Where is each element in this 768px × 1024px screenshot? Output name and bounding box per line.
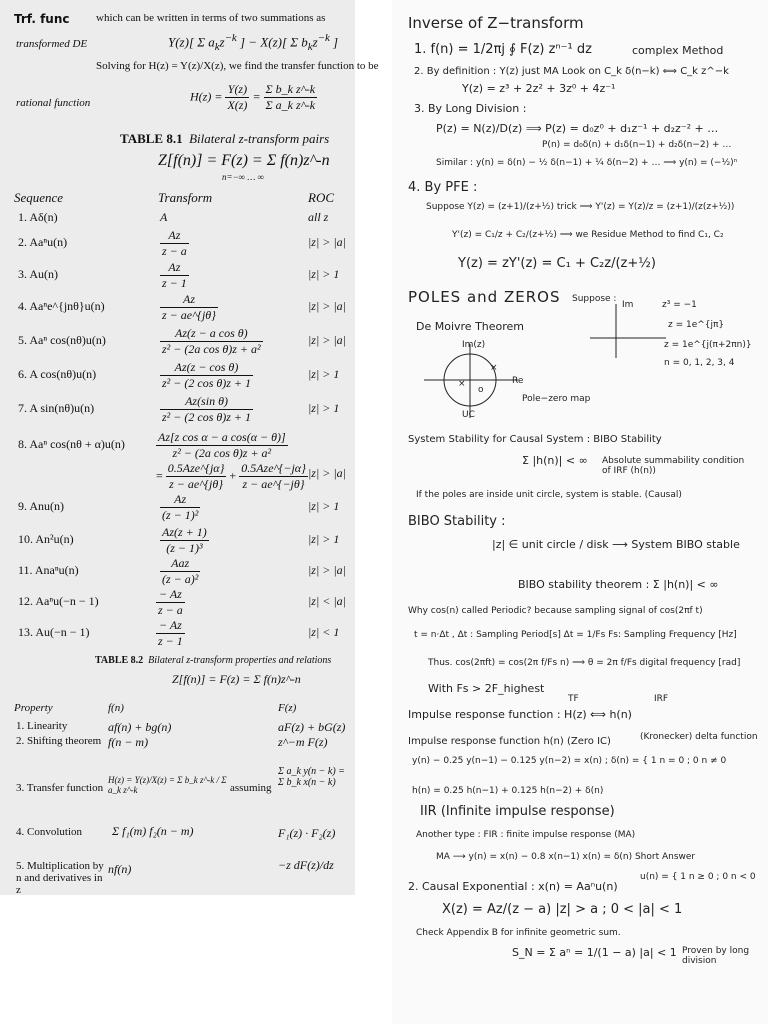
table1-row-transform bbox=[160, 292, 218, 323]
frac-den: (z − 1)² bbox=[162, 508, 199, 522]
table2-assuming: assuming bbox=[230, 782, 272, 794]
table1-header-sequence: Sequence bbox=[14, 190, 64, 205]
zeq-1: z³ = −1 bbox=[662, 300, 697, 310]
impulse-response-2: Impulse response function h(n) (Zero IC) bbox=[408, 736, 611, 747]
frac-num: Aaz bbox=[171, 556, 190, 570]
table1-row-roc: |z| > |a| bbox=[308, 235, 346, 249]
method-2: 2. By definition : Y(z) just MA Look on C_k δ(n−k) ⟺ C_k z^−k bbox=[414, 66, 729, 77]
method-3: 3. By Long Division : bbox=[414, 102, 527, 115]
frac-den: z − ae^{−jθ} bbox=[239, 476, 308, 492]
method-3-a: P(z) = N(z)/D(z) ⟹ P(z) = d₀z⁰ + d₁z⁻¹ + d₂z⁻² + … bbox=[436, 122, 719, 135]
table1-row-seq: 6. A cos(nθ)u(n) bbox=[18, 367, 97, 381]
table1-row-transform bbox=[160, 556, 200, 587]
frac-den: z² − (2a cos θ)z + a² bbox=[156, 445, 288, 461]
table1-row-transform bbox=[160, 326, 263, 357]
table2-row-prop: 3. Transfer function bbox=[16, 782, 104, 794]
table1-title: Bilateral z-transform pairs bbox=[189, 131, 330, 146]
table1-row-roc: |z| > |a| bbox=[308, 299, 346, 313]
re-label: Re bbox=[512, 376, 524, 386]
frac-den: z − a bbox=[162, 244, 187, 258]
table2-number: TABLE 8.2 bbox=[95, 655, 144, 666]
frac-num: − Az bbox=[158, 618, 182, 632]
stability-heading: System Stability for Causal System : BIBO Stability bbox=[408, 434, 662, 445]
table1-row-seq: 12. Aaⁿu(−n − 1) bbox=[18, 594, 99, 608]
zeq-3: z = 1e^{j(π+2πn)} bbox=[664, 340, 752, 350]
frac-den: z² − (2 cos θ)z + 1 bbox=[162, 410, 252, 424]
table1-row-roc: |z| > |a| bbox=[308, 466, 346, 480]
de-moivre-label: De Moivre Theorem bbox=[416, 320, 525, 333]
method-4: 4. By PFE : bbox=[408, 180, 478, 195]
nyquist-note: With Fs > 2F_highest bbox=[428, 682, 545, 695]
frac-num: Az bbox=[168, 260, 181, 274]
table2-definition: Z[f(n)] = F(z) = Σ f(n)z^-n bbox=[172, 672, 301, 686]
table2-row-prop: 5. Multiplication by n and derivatives in z bbox=[16, 860, 104, 896]
unit-circle-diagram bbox=[422, 340, 522, 420]
frac-num: Az[z cos α − a cos(α − θ)] bbox=[158, 430, 286, 444]
eq-de-sum2: b bbox=[301, 34, 308, 50]
frac-den: z − 1 bbox=[162, 276, 187, 290]
table2-caption bbox=[95, 655, 331, 666]
table2-row-fn: nf(n) bbox=[108, 862, 132, 876]
table1-row-roc: |z| > 1 bbox=[308, 499, 340, 513]
fir-note: Another type : FIR : finite impulse response (MA) bbox=[416, 830, 636, 840]
table1-row-transform bbox=[156, 587, 185, 618]
table1-def-limits: n=−∞ … ∞ bbox=[222, 172, 264, 182]
eq-h-num: Σ b_k z^-k bbox=[265, 82, 316, 96]
bibo-equation: |z| ∈ unit circle / disk ⟶ System BIBO stable bbox=[492, 538, 740, 551]
table2-row-Fz: F₁(z) · F₂(z) bbox=[278, 826, 336, 840]
table1-definition: Z[f(n)] = F(z) = Σ f(n)z^-n bbox=[158, 152, 330, 169]
impulse-response-1: Impulse response function : H(z) ⟺ h(n) bbox=[408, 708, 632, 721]
table1-row-seq: 10. An²u(n) bbox=[18, 532, 74, 546]
im-axis-label: Im bbox=[622, 300, 634, 310]
method-3-c: Similar : y(n) = δ(n) − ½ δ(n−1) + ¼ δ(n−2) + … ⟹ y(n) = (−½)ⁿ bbox=[436, 158, 738, 168]
tf-label: TF bbox=[568, 694, 579, 704]
table1-row-roc: |z| < 1 bbox=[308, 625, 340, 639]
handwritten-notes bbox=[392, 0, 768, 1024]
table2-row-Fz: Σ a_k y(n − k) = Σ b_k x(n − k) bbox=[278, 766, 345, 788]
table1-row-transform: A bbox=[160, 210, 168, 224]
periodic-note: Why cos(n) called Periodic? because sampling signal of cos(2πf t) bbox=[408, 606, 703, 616]
poles-inside-note: If the poles are inside unit circle, system is stable. (Causal) bbox=[416, 490, 682, 500]
table2-row-prop: 2. Shifting theorem bbox=[16, 735, 102, 747]
frac-num: Az bbox=[168, 228, 181, 242]
table1-row-seq: 1. Aδ(n) bbox=[18, 210, 58, 224]
impulse-recursion: h(n) = 0.25 h(n−1) + 0.125 h(n−2) + δ(n) bbox=[412, 786, 604, 796]
frac-den: z − 1 bbox=[158, 634, 183, 648]
frac-den: z² − (2 cos θ)z + 1 bbox=[162, 376, 252, 390]
frac-den: z − ae^{jθ} bbox=[162, 308, 216, 322]
table1-row-seq: 2. Aaⁿu(n) bbox=[18, 235, 68, 249]
table1-row-transform bbox=[160, 525, 209, 556]
table1-row-transform bbox=[160, 360, 253, 391]
table1-row-roc: |z| > |a| bbox=[308, 333, 346, 347]
table2-row-Fz: z^−m F(z) bbox=[278, 735, 328, 749]
table1-row-roc: |z| > |a| bbox=[308, 563, 346, 577]
transformed-de-equation: Y(z)[ Σ $a_kz^{-k}$ ] − X(z)[ Σ $b_kz^{-k}$ ] bbox=[168, 32, 339, 53]
causal-transform: X(z) = Az/(z − a) |z| > a ; 0 < |a| < 1 bbox=[442, 902, 683, 917]
method-4-b: Y'(z) = C₁/z + C₂/(z+½) ⟹ we Residue Method to find C₁, C₂ bbox=[452, 230, 724, 240]
eq-de-left: Y(z)[ Σ bbox=[168, 34, 205, 50]
zero-marker: o bbox=[478, 385, 484, 395]
frac-den: (z − 1)³ bbox=[160, 540, 209, 556]
method-3-b: P(n) = d₀δ(n) + d₁δ(n−1) + d₂δ(n−2) + … bbox=[542, 140, 732, 150]
table1-header-transform: Transform bbox=[158, 190, 213, 205]
table2-title: Bilateral z-transform properties and relations bbox=[148, 655, 332, 666]
table1-row-roc: |z| < |a| bbox=[308, 594, 346, 608]
table2-row-prop: 1. Linearity bbox=[16, 720, 68, 732]
table2-row-fn: f(n − m) bbox=[108, 735, 149, 749]
method-1: 1. f(n) = 1/2πj ∮ F(z) zⁿ⁻¹ dz bbox=[414, 42, 592, 57]
row8-alt-form: = $\frac{\text{0.5Aze\textasciicircum{}\{jα\}}}{z - ae\^{}\{j\theta\}}$ + $\frac{\text{0.5Aze\textasciicircum{}\{−jα\}}}{z - ae\^{}\{-j\theta\}}$ bbox=[156, 461, 306, 491]
unit-step: u(n) = { 1 n ≥ 0 ; 0 n < 0 bbox=[640, 872, 756, 882]
intro-text: which can be written in terms of two summations as bbox=[96, 12, 326, 24]
proven-note: Proven by long division bbox=[682, 946, 750, 966]
suppose-label: Suppose : bbox=[572, 294, 617, 304]
table1-row-seq: 3. Au(n) bbox=[18, 267, 58, 281]
table1-row-seq: 13. Au(−n − 1) bbox=[18, 625, 90, 639]
table2-header-Fz: F(z) bbox=[278, 702, 297, 714]
zeq-4: n = 0, 1, 2, 3, 4 bbox=[664, 358, 735, 368]
table1-row-seq: 11. Anaⁿu(n) bbox=[18, 563, 79, 577]
table1-row-transform bbox=[160, 492, 200, 523]
frac-den: z − a bbox=[158, 603, 183, 617]
method-4-c: Y(z) = zY'(z) = C₁ + C₂z/(z+½) bbox=[458, 256, 656, 271]
table1-row-seq: 8. Aaⁿ cos(nθ + α)u(n) bbox=[18, 437, 125, 451]
frac-den: z² − (2a cos θ)z + a² bbox=[162, 342, 261, 356]
geometric-sum: S_N = Σ aⁿ = 1/(1 − a) |a| < 1 bbox=[512, 946, 677, 959]
eq-de-sum1: a bbox=[208, 34, 215, 50]
table1-caption bbox=[120, 131, 329, 147]
frac-num: Az(z + 1) bbox=[162, 525, 207, 539]
poles-zeros-heading: POLES and ZEROS bbox=[408, 288, 561, 306]
method-2-example: Y(z) = z³ + 2z² + 3z⁰ + 4z⁻¹ bbox=[462, 82, 616, 95]
eq-de-mid: ] − X(z)[ Σ bbox=[239, 34, 299, 50]
ma-equation: MA ⟶ y(n) = x(n) − 0.8 x(n−1) x(n) = δ(n) Short Answer bbox=[436, 852, 696, 862]
transfer-function-equation: H(z) = $\frac{Y(z)}{X(z)}$ = $\frac{\text{Σ b\_k z\textasciicircum{}-k}}{\text{Σ a\_k z\textasciicircum{}-k}}$ bbox=[190, 82, 316, 112]
frac-num: − Az bbox=[158, 587, 182, 601]
textbook-page bbox=[0, 0, 379, 896]
impulse-equation: y(n) − 0.25 y(n−1) − 0.125 y(n−2) = x(n) ; δ(n) = { 1 n = 0 ; 0 n ≠ 0 bbox=[412, 756, 727, 766]
solving-text: Solving for H(z) = Y(z)/X(z), we find the transfer function to be bbox=[96, 60, 379, 72]
eq-h-label: H(z) = bbox=[190, 89, 223, 104]
table2-row-Fz: aF(z) + bG(z) bbox=[278, 720, 346, 734]
irf-label: IRF bbox=[654, 694, 669, 704]
eq-h-den: Σ a_k z^-k bbox=[265, 98, 316, 112]
table1-row-transform bbox=[160, 394, 253, 425]
table2-header-property: Property bbox=[14, 702, 53, 714]
table1-row-roc: |z| > 1 bbox=[308, 532, 340, 546]
table2-row-fn: Σ f₁(m) f₂(n − m) bbox=[112, 824, 194, 838]
bibo-heading: BIBO Stability : bbox=[408, 514, 506, 529]
table1-row-seq: 7. A sin(nθ)u(n) bbox=[18, 401, 95, 415]
zeq-2: z = 1e^{jπ} bbox=[668, 320, 725, 330]
table2-header-fn: f(n) bbox=[108, 702, 124, 714]
margin-transformed-de: transformed DE bbox=[16, 38, 88, 50]
margin-rational-function: rational function bbox=[16, 97, 91, 109]
causal-exponential: 2. Causal Exponential : x(n) = Aaⁿu(n) bbox=[408, 880, 618, 893]
table1-row-seq: 4. Aaⁿe^{jnθ}u(n) bbox=[18, 299, 105, 313]
frac-num: Az(z − a cos θ) bbox=[174, 326, 248, 340]
table2-row-fn: H(z) = Y(z)/X(z) = Σ b_k z^-k / Σ a_k z^-k bbox=[108, 775, 227, 795]
corner-note: Trf. func bbox=[14, 12, 70, 26]
iir-note: IIR (Infinite impulse response) bbox=[420, 804, 615, 819]
table2-row-Fz: −z dF(z)/dz bbox=[278, 858, 334, 872]
table2-row-prop: 4. Convolution bbox=[16, 826, 83, 838]
frac-num: 0.5Aze^{jα} bbox=[167, 461, 225, 475]
eq-de-right: ] bbox=[333, 34, 339, 50]
frac-num: Az bbox=[182, 292, 195, 306]
frac-num: 0.5Aze^{−jα} bbox=[241, 461, 306, 475]
sampling-note: t = n·Δt , Δt : Sampling Period[s] Δt = 1/Fs Fs: Sampling Frequency [Hz] bbox=[414, 630, 737, 640]
kronecker-note: (Kronecker) delta function bbox=[640, 732, 758, 742]
frac-den: (z − a)² bbox=[162, 572, 199, 586]
table1-row-roc: |z| > 1 bbox=[308, 267, 340, 281]
table1-row-seq: 5. Aaⁿ cos(nθ)u(n) bbox=[18, 333, 106, 347]
pole-marker: × bbox=[458, 379, 466, 389]
bibo-theorem: BIBO stability theorem : Σ |h(n)| < ∞ bbox=[518, 578, 719, 591]
table1-row-transform bbox=[160, 228, 189, 259]
stability-note: Absolute summability condition of IRF (h(n)) bbox=[602, 456, 745, 476]
im-label: Im(z) bbox=[462, 340, 486, 350]
table2-row-fn: af(n) + bg(n) bbox=[108, 720, 172, 734]
table1-row-roc: all z bbox=[308, 210, 329, 224]
frac-den: z − ae^{jθ} bbox=[166, 476, 227, 492]
frac-num: Az bbox=[174, 492, 187, 506]
table1-header-roc: ROC bbox=[308, 190, 334, 205]
pole-marker: × bbox=[490, 363, 498, 373]
eq-h-mid-den: X(z) bbox=[227, 98, 248, 112]
table1-row-transform bbox=[156, 618, 185, 649]
table1-row-transform bbox=[160, 260, 189, 291]
eq-h-mid-num: Y(z) bbox=[227, 82, 248, 96]
table1-row-roc: |z| > 1 bbox=[308, 401, 340, 415]
method-4-a: Suppose Y(z) = (z+1)/(z+½) trick ⟹ Y'(z) = Y(z)/z = (z+1)/(z(z+½)) bbox=[426, 202, 735, 212]
frac-num: Az(z − cos θ) bbox=[174, 360, 239, 374]
stability-sum: Σ |h(n)| < ∞ bbox=[522, 454, 588, 467]
appendix-note: Check Appendix B for infinite geometric sum. bbox=[416, 928, 621, 938]
notes-title: Inverse of Z−transform bbox=[408, 14, 584, 32]
table1-row-transform bbox=[156, 430, 288, 461]
table1-number: TABLE 8.1 bbox=[120, 131, 183, 146]
thus-note: Thus. cos(2πft) = cos(2π f/Fs n) ⟹ θ = 2π f/Fs digital frequency [rad] bbox=[428, 658, 741, 668]
method-1-note: complex Method bbox=[632, 44, 724, 57]
pz-map-label: Pole−zero map bbox=[522, 394, 591, 404]
uc-label: UC bbox=[462, 410, 475, 420]
table1-row-roc: |z| > 1 bbox=[308, 367, 340, 381]
table1-row-seq: 9. Anu(n) bbox=[18, 499, 64, 513]
frac-num: Az(sin θ) bbox=[185, 394, 228, 408]
